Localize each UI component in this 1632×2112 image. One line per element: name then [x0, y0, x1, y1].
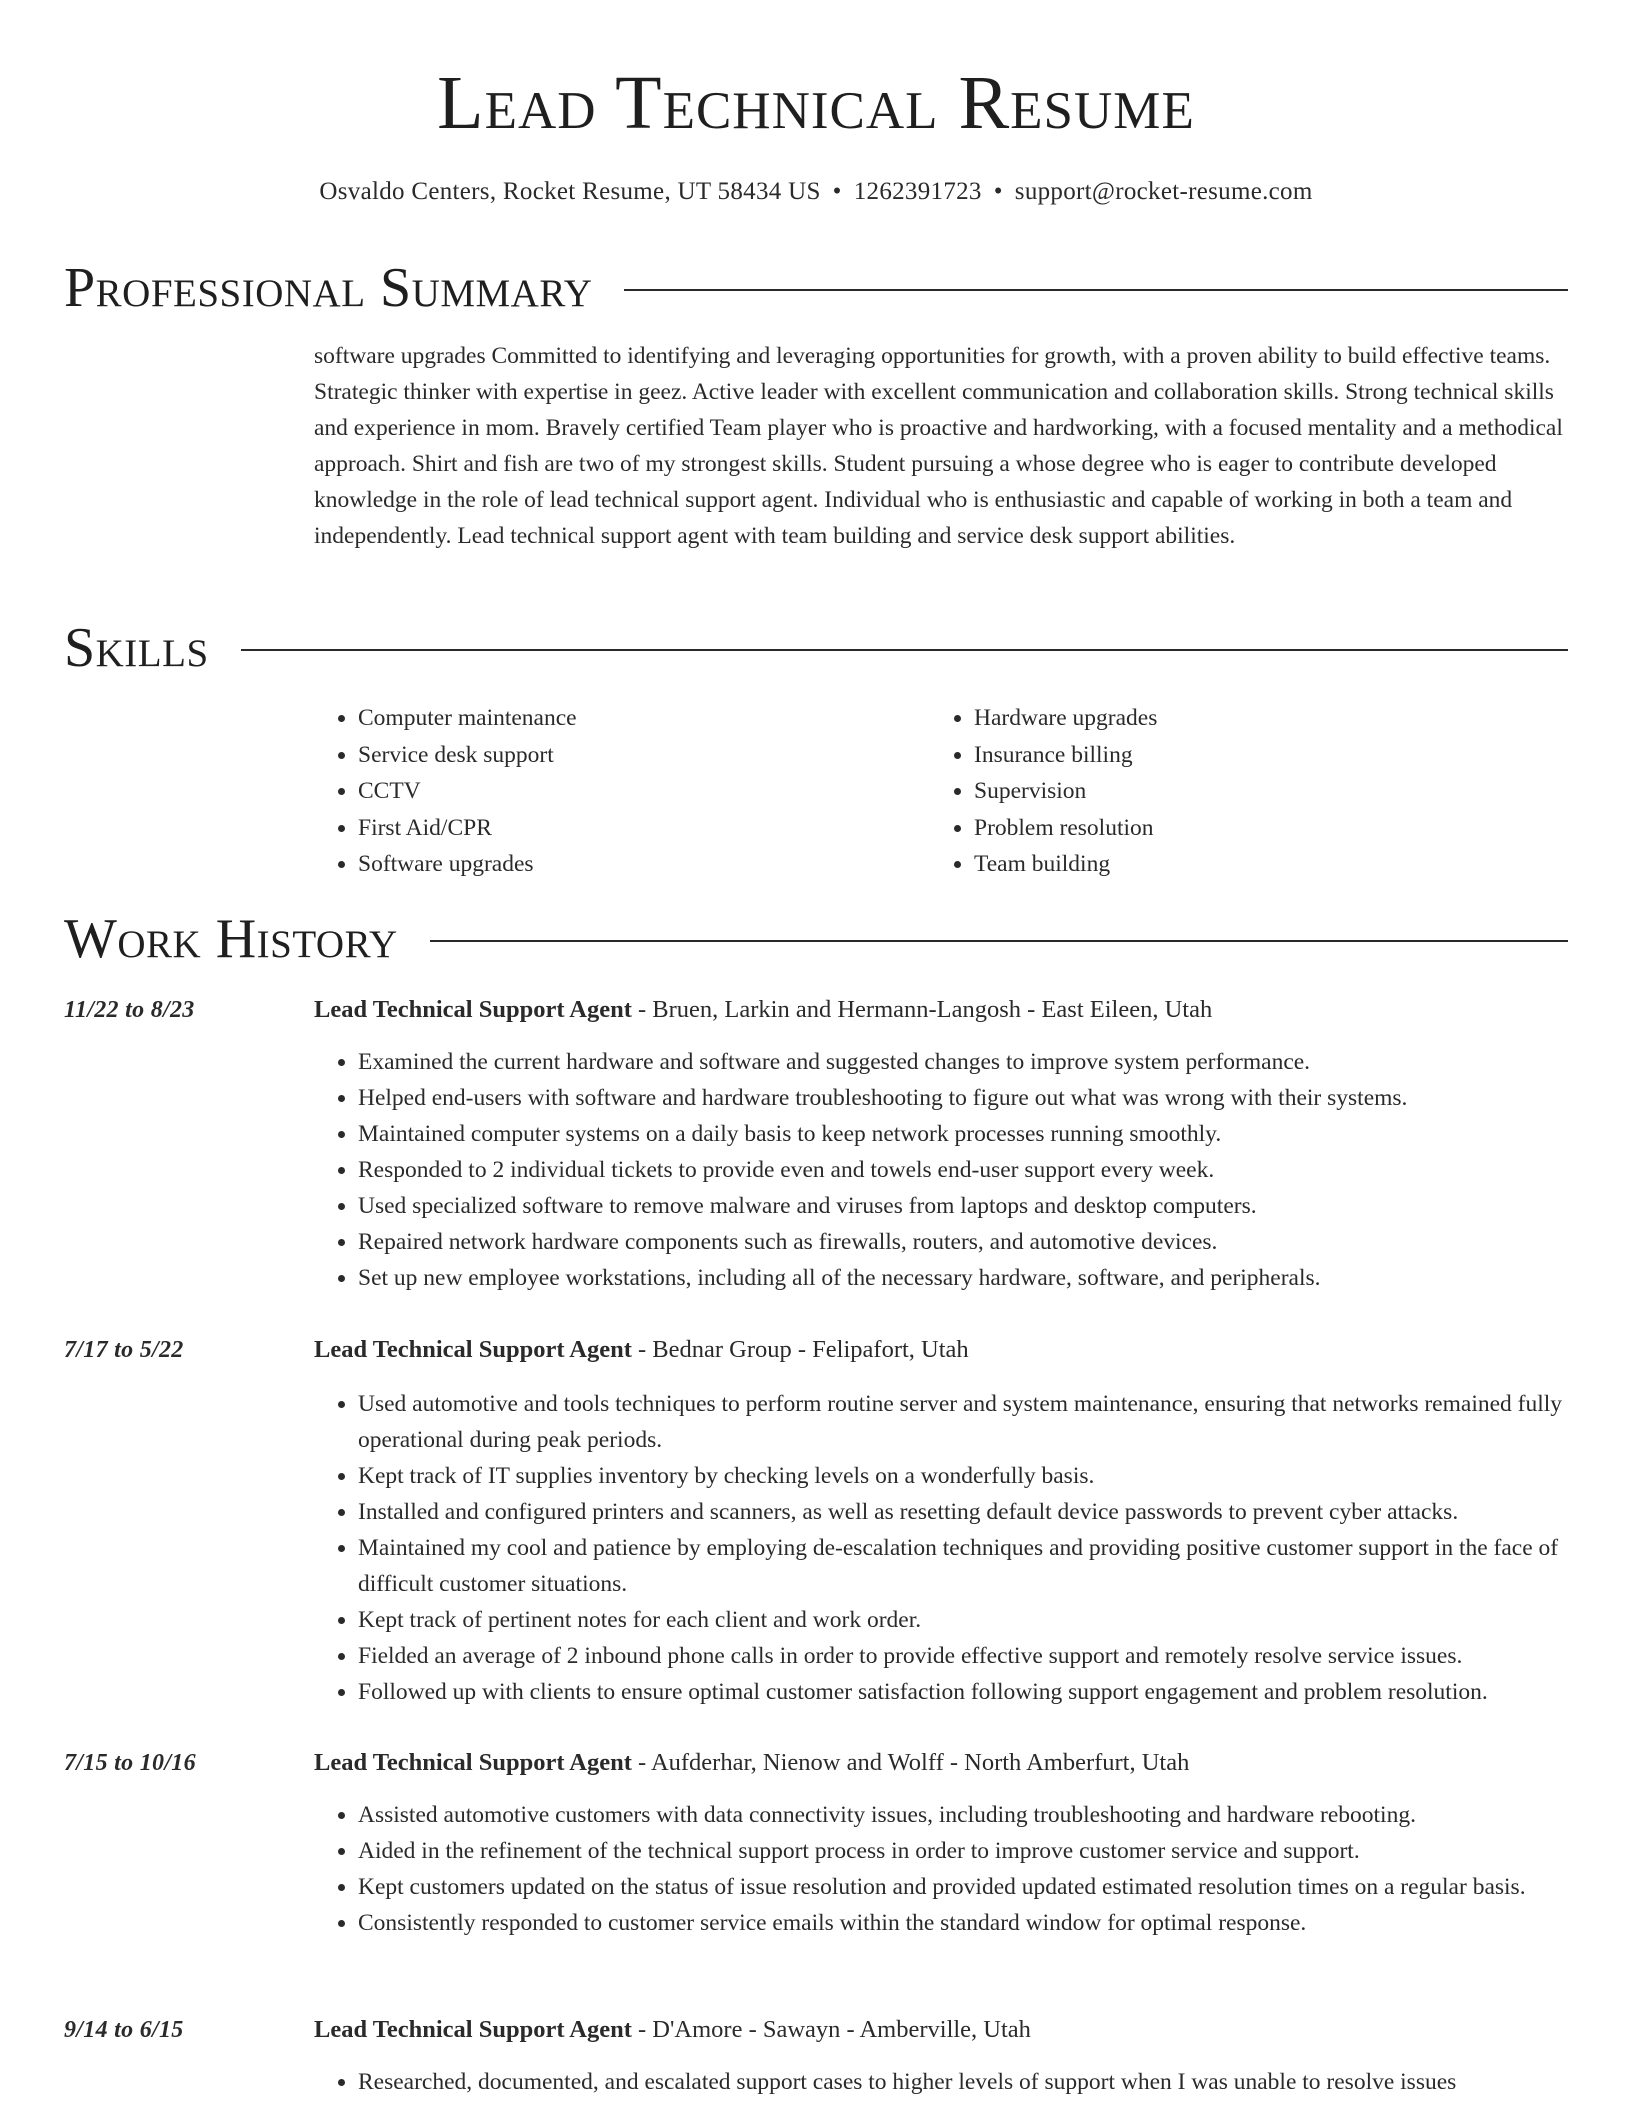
skill-item: • CCTV	[358, 773, 577, 810]
document-title: Lead Technical Resume	[437, 61, 1195, 145]
job-dates: 9/14 to 6/15	[64, 2017, 184, 2043]
job-bullet: • Consistently responded to customer service emails within the standard window for optimal response.	[358, 1905, 1568, 1941]
job-bullet: • Set up new employee workstations, including all of the necessary hardware, software, and peripherals.	[358, 1260, 1568, 1296]
job-dates: 11/22 to 8/23	[64, 997, 195, 1023]
skills-heading: Skills	[64, 617, 209, 679]
job-bullet: • Helped end-users with software and hardware troubleshooting to figure out what was wrong with their systems.	[358, 1080, 1568, 1116]
skill-item: • Service desk support	[358, 737, 577, 774]
job-bullet: • Fielded an average of 2 inbound phone calls in order to provide effective support and remotely resolve service issues.	[358, 1638, 1568, 1674]
skill-item: • Software upgrades	[358, 846, 577, 883]
section-divider	[624, 289, 1568, 291]
skill-item: • Supervision	[974, 773, 1157, 810]
job-header	[314, 992, 1212, 1028]
job-bullet: • Used automotive and tools techniques to perform routine server and system maintenance, ensuring that networks remained fully operational during peak periods.	[358, 1386, 1568, 1458]
job-role: Lead Technical Support Agent	[314, 1336, 632, 1363]
job-header	[314, 1745, 1189, 1781]
job-bullet: • Followed up with clients to ensure optimal customer satisfaction following support engagement and problem resolution.	[358, 1674, 1568, 1710]
skills-list-left	[314, 700, 577, 883]
job-bullet: • Used specialized software to remove malware and viruses from laptops and desktop computers.	[358, 1188, 1568, 1224]
skill-item: • Problem resolution	[974, 810, 1157, 847]
job-bullet: • Kept customers updated on the status of issue resolution and provided updated estimated resolution times on a regular basis.	[358, 1869, 1568, 1905]
contact-address: Osvaldo Centers, Rocket Resume, UT 58434 US	[319, 178, 821, 205]
job-bullet: • Responded to 2 individual tickets to provide even and towels end-user support every week.	[358, 1152, 1568, 1188]
job-bullet: • Examined the current hardware and software and suggested changes to improve system performance.	[358, 1044, 1568, 1080]
skill-item: • Insurance billing	[974, 737, 1157, 774]
job-dates: 7/15 to 10/16	[64, 1750, 196, 1776]
skill-item: • Computer maintenance	[358, 700, 577, 737]
skill-item: • Hardware upgrades	[974, 700, 1157, 737]
job-role: Lead Technical Support Agent	[314, 2016, 632, 2043]
job-company: - Aufderhar, Nienow and Wolff - North Amberfurt, Utah	[631, 1749, 1190, 1776]
job-company: - D'Amore - Sawayn - Amberville, Utah	[631, 2016, 1031, 2043]
job-bullet: • Repaired network hardware components such as firewalls, routers, and automotive devices.	[358, 1224, 1568, 1260]
job-bullet: • Kept track of pertinent notes for each client and work order.	[358, 1602, 1568, 1638]
job-bullet: • Maintained my cool and patience by employing de-escalation techniques and providing positive customer support in the face of difficult customer situations.	[358, 1530, 1568, 1602]
summary-section-header	[64, 256, 1568, 320]
contact-phone: 1262391723	[853, 178, 982, 205]
contact-separator: •	[993, 178, 1003, 205]
summary-heading: Professional Summary	[64, 257, 593, 319]
job-header	[314, 2012, 1031, 2048]
section-divider	[241, 649, 1568, 651]
section-divider	[430, 940, 1568, 942]
job-bullets	[314, 1386, 1568, 1710]
skills-section-header	[64, 616, 1568, 680]
job-bullet: • Assisted automotive customers with data connectivity issues, including troubleshooting and hardware rebooting.	[358, 1797, 1568, 1833]
job-bullet: • Maintained computer systems on a daily basis to keep network processes running smoothly.	[358, 1116, 1568, 1152]
work-section-header	[64, 907, 1568, 971]
skill-item: • Team building	[974, 846, 1157, 883]
job-bullets	[314, 2064, 1568, 2100]
summary-text: software upgrades Committed to identifying and leveraging opportunities for growth, with a proven ability to build effective teams. Strategic thinker with expertise in geez. Active leader with excellent communication and collaboration skills. Strong technical skills and experience in mom. Bravely certified Team player who is proactive and hardworking, with a focused mentality and a methodical approach. Shirt and fish are two of my strongest skills. Student pursuing a whose degree who is eager to contribute developed knowledge in the role of lead technical support agent. Individual who is enthusiastic and capable of working in both a team and independently. Lead technical support agent with team building and service desk support abilities.	[314, 343, 1563, 549]
skill-item: • First Aid/CPR	[358, 810, 577, 847]
contact-line	[0, 174, 1632, 210]
work-heading: Work History	[64, 908, 398, 970]
job-dates: 7/17 to 5/22	[64, 1337, 184, 1363]
job-bullet: • Kept track of IT supplies inventory by checking levels on a wonderfully basis.	[358, 1458, 1568, 1494]
job-company: - Bednar Group - Felipafort, Utah	[631, 1336, 969, 1363]
job-role: Lead Technical Support Agent	[314, 1749, 632, 1776]
job-bullets	[314, 1797, 1568, 1941]
skills-list-right	[930, 700, 1157, 883]
job-header	[314, 1332, 969, 1368]
job-bullet: • Researched, documented, and escalated support cases to higher levels of support when I was unable to resolve issues	[358, 2064, 1568, 2100]
job-bullet: • Aided in the refinement of the technical support process in order to improve customer service and support.	[358, 1833, 1568, 1869]
job-company: - Bruen, Larkin and Hermann-Langosh - East Eileen, Utah	[631, 996, 1213, 1023]
job-bullet: • Installed and configured printers and scanners, as well as resetting default device passwords to prevent cyber attacks.	[358, 1494, 1568, 1530]
contact-email: support@rocket-resume.com	[1014, 178, 1313, 205]
contact-separator: •	[832, 178, 842, 205]
job-role: Lead Technical Support Agent	[314, 996, 632, 1023]
job-bullets	[314, 1044, 1568, 1296]
